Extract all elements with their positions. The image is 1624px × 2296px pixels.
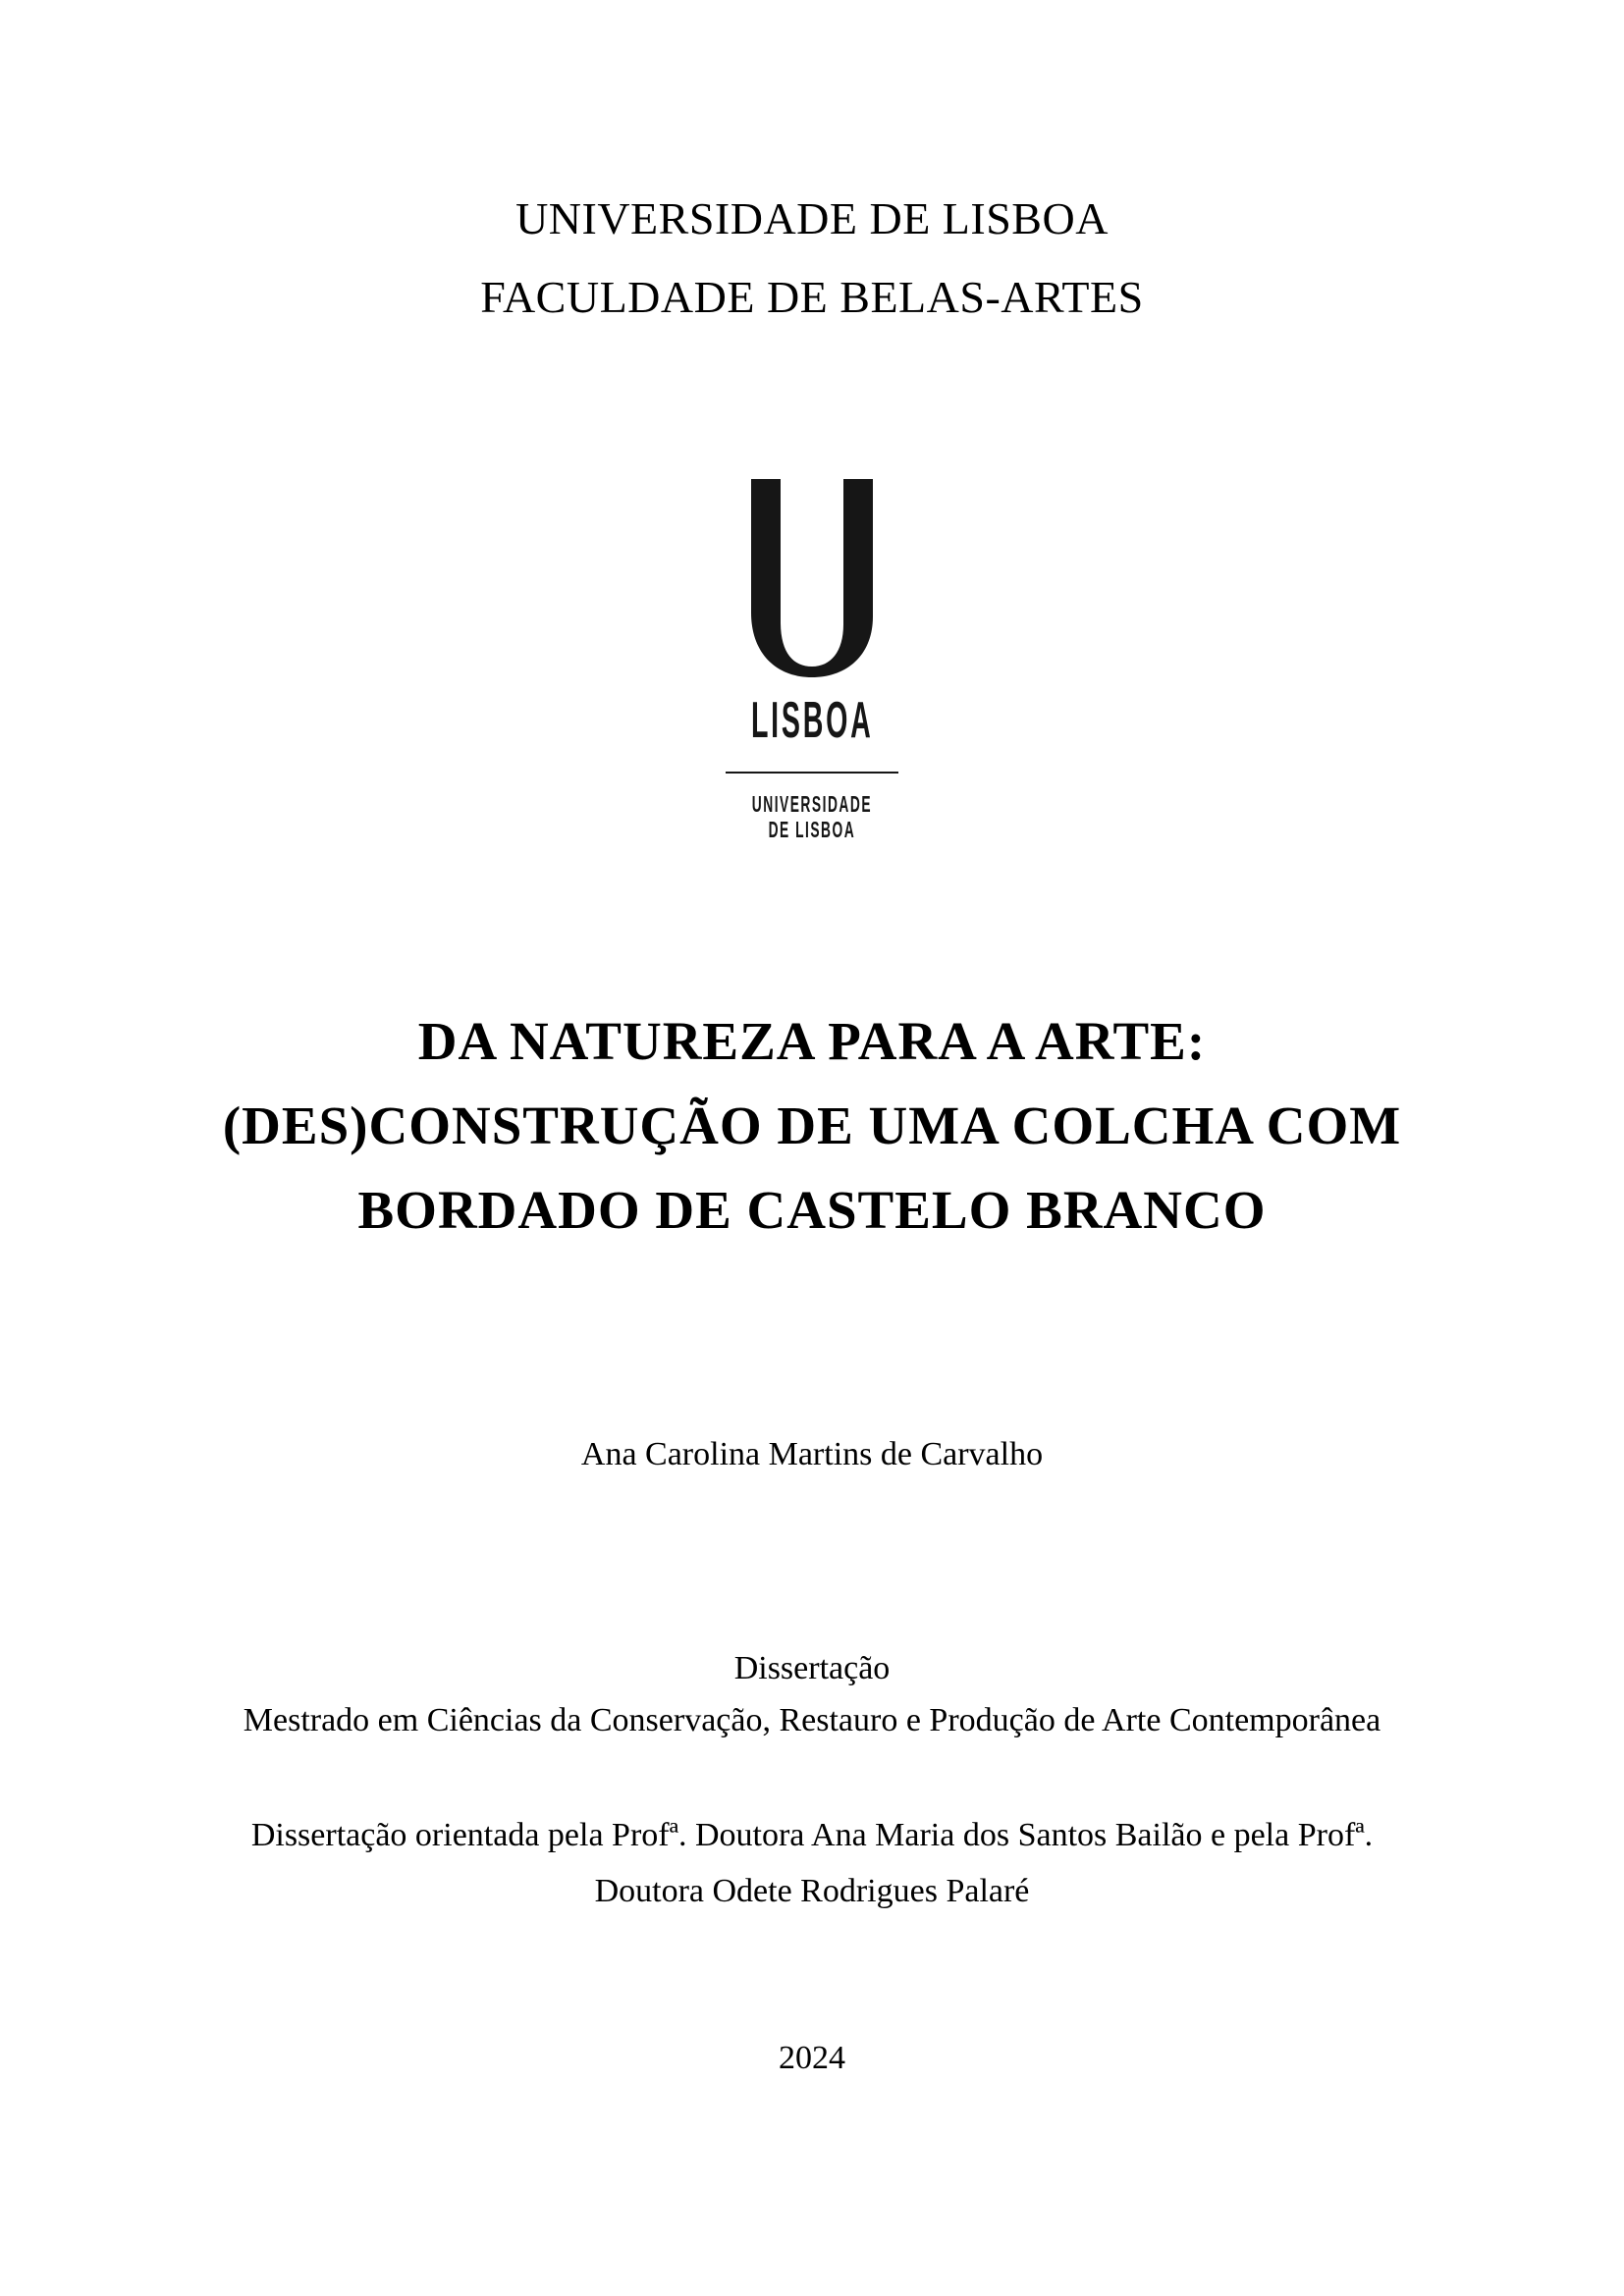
title-line-1: DA NATUREZA PARA A ARTE:: [417, 1011, 1207, 1071]
logo-divider-line: [726, 772, 898, 774]
masters-program-name: Mestrado em Ciências da Conservação, Restauro e Produção de Arte Contemporânea: [243, 1702, 1381, 1738]
logo-subtext: [0, 791, 1624, 842]
dissertation-title: [0, 999, 1624, 1253]
supervision-line-1: Dissertação orientada pela Profª. Doutora Ana Maria dos Santos Bailão e pela Profª.: [250, 1817, 1374, 1853]
logo-wordmark-text: LISBOA: [750, 692, 874, 749]
logo-subtext-lines: [752, 791, 872, 842]
title-line-3: BORDADO DE CASTELO BRANCO: [357, 1180, 1267, 1240]
ulisboa-u-logo-icon: [751, 479, 873, 677]
supervision-note: [0, 1807, 1624, 1919]
supervision-line-2: Doutora Odete Rodrigues Palaré: [594, 1873, 1030, 1909]
university-name: UNIVERSIDADE DE LISBOA: [515, 193, 1109, 243]
publication-year: 2024: [779, 2040, 845, 2076]
author-name: Ana Carolina Martins de Carvalho: [580, 1436, 1044, 1472]
title-line-2: (DES)CONSTRUÇÃO DE UMA COLCHA COM: [222, 1095, 1402, 1155]
institution-header: [0, 180, 1624, 337]
logo-subtext-line2: DE LISBOA: [768, 817, 856, 842]
logo-wordmark: [0, 692, 1624, 749]
logo-subtext-line1: UNIVERSIDADE: [751, 791, 873, 817]
faculty-name: FACULDADE DE BELAS-ARTES: [480, 272, 1144, 322]
document-type: Dissertação: [733, 1650, 891, 1686]
